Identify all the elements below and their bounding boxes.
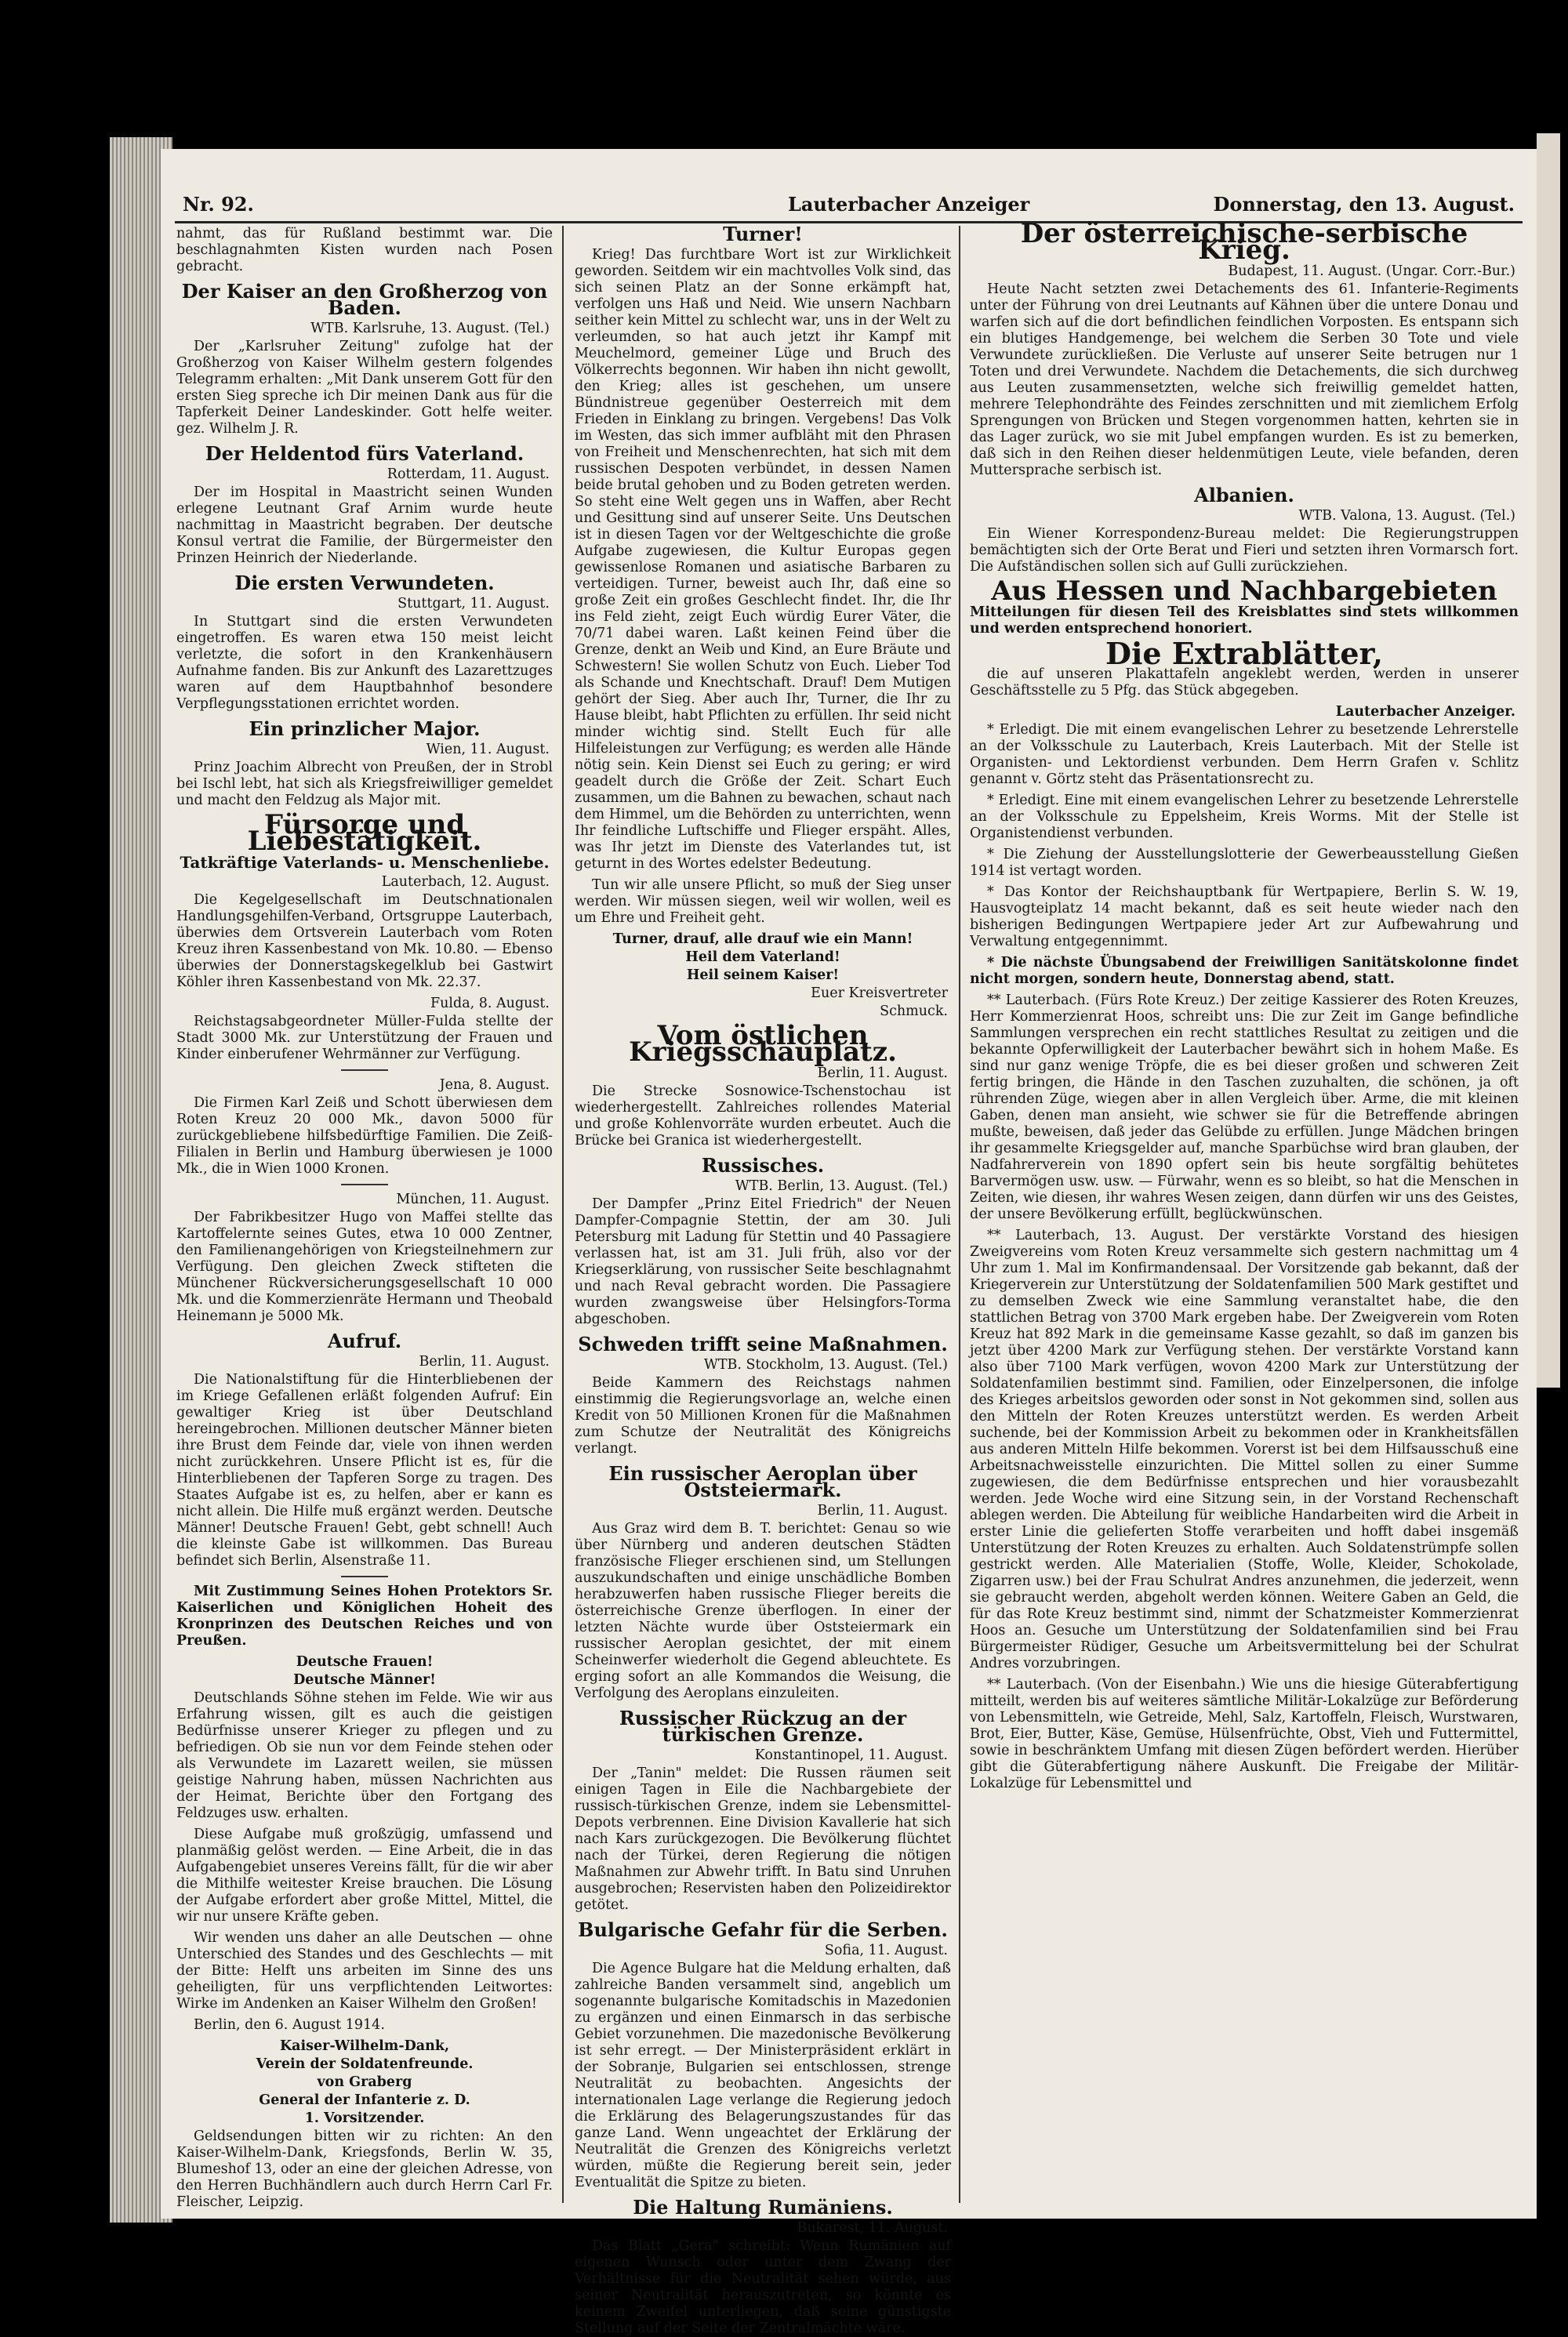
article-text: Der Dampfer „Prinz Eitel Friedrich" der Neuen Dampfer-Compagnie Stettin, der am 30. Juli Petersburg mit Ladung für Stettin und 40 Passagiere verlassen hat, ist am 31. Juli früh, also vor der Kriegserklärung, von russischer Seite beschlagnahmt und nach Reval gebracht worden. Die Passagiere wurden zwangsweise über Helsingfors-Torma abgeschoben. [575,1196,951,1327]
article-text: Diese Aufgabe muß großzügig, umfassend und planmäßig gelöst werden. — Eine Arbeit, die in das Aufgabengebiet unseres Vereins fällt, für die wir aber die Mithilfe weitester Kreise brauchen. Die Lösung der Aufgabe erfordert aber große Mittel, Mittel, die wir nur unsere Kräfte geben. [176,1827,553,1925]
article-title: Ein prinzlicher Major. [249,717,481,740]
signature-line: General der Infanterie z. D. [259,2092,470,2108]
dateline: Rotterdam, 11. August. [387,466,550,482]
signature-line: Euer Kreisvertreter [811,985,948,1001]
section-subtitle: Tatkräftige Vaterlands- u. Menschenliebe. [180,853,550,872]
article-text: Das Blatt „Gera" schreibt: Wenn Rumänien auf eigenen Wunsch oder unter dem Zwang der Verhältnisse für die Neutralität sehen würde, aus seiner Neutralität herauszutreten, so könnte es keinem Zweifel unterliegen, daß seine günstigste Stellung auf der Seite der Zentralmächte wäre. [575,2238,951,2336]
page-header [161,188,1537,221]
dateline: Wien, 11. August. [426,742,550,757]
article-text: Geldsendungen bitten wir zu richten: An den Kaiser-Wilhelm-Dank, Kriegsfonds, Berlin W. 35, Blumeshof 13, oder an eine der gleichen Adresse, von den Herren Buchhändlern auch durch Herrn Carl Fr. Fleischer, Leipzig. [176,2128,553,2210]
local-news-item: * Erledigt. Eine mit einem evangelischen Lehrer zu besetzende Lehrerstelle an der Volksschule zu Eppelsheim, Kreis Worms. Mit der Stelle ist Organistendienst verbunden. [970,793,1519,841]
article-text: Der Fabrikbesitzer Hugo von Maffei stellte das Kartoffelernte seines Gutes, etwa 10 000 Zentner, den Familienangehörigen von Kriegsteilnehmern zur Verfügung. Den gleichen Zweck stifteten die Münchener Rückversicherungsgesellschaft 10 000 Mk. und die Kommerzienräte Hermann und Theobald Heinemann je 5000 Mk. [176,1210,553,1324]
newspaper-page [161,149,1537,2336]
article-text: Wir wenden uns daher an alle Deutschen — ohne Unterschied des Standes und des Geschlechts — mit der Bitte: Helft uns arbeiten im Sinne des uns geheiligten, für uns verpflichtenden Leitwortes: Wirke im Andenken an Kaiser Wilhelm den Großen! [176,1930,553,2012]
dateline: Stuttgart, 11. August. [397,596,550,611]
slogan: Turner, drauf, alle drauf wie ein Mann! [612,931,913,947]
next-page-edge [1537,133,1560,1388]
column-divider-2 [959,226,960,2203]
article-text: Heute Nacht setzten zwei Detachements des 61. Infanterie-Regiments unter der Führung von drei Leutnants auf Kähnen über die untere Donau und warfen sich auf die dort befindlichen feindlichen Vorposten. Es entspann sich ein blutiges Handgemenge, bei welchem die Serben 30 Tote und viele Verwundete zurückließen. Die Verluste auf unserer Seite betrugen nur 1 Toten und drei Verwundete. Nachdem die Detachements, die sich durchweg aus Leuten zusammensetzten, welche sich freiwillig gemeldet hatten, mehrere Telephondrähte des Feindes zerschnitten und mit ziemlichem Erfolg Sprengungen von Brücken und Stegen vorgenommen hatten, kehrten sie in das Lager zurück, wo sie mit Jubel empfangen wurden. Es ist zu bemerken, daß sich in den Reihen dieser heldenmütigen Leute, viele befanden, deren Muttersprache serbisch ist. [970,281,1519,478]
article-text: Der „Tanin" meldet: Die Russen räumen seit einigen Tagen in Eile die Nachbargebiete der russisch-türkischen Grenze, indem sie Lebensmittel-Depots verbrennen. Eine Division Kavallerie hat sich nach Kars zurückgezogen. Die Bevölkerung flüchtet nach der Türkei, deren Regierung die nötigen Maßnahmen zur Abwehr trifft. In Batu sind Unruhen ausgebrochen; Reservisten haben den Polizeidirektor getötet. [575,1765,951,1913]
article-text: Die Firmen Karl Zeiß und Schott überwiesen dem Roten Kreuz 20 000 Mk., davon 5000 für zurückgebliebene hilfsbedürftige Familien. Die Zeiß-Filialen in Berlin und Hamburg überwiesen je 1000 Mk., die in Wien 1000 Kronen. [176,1095,553,1177]
article-text: Die Kegelgesellschaft im Deutschnationalen Handlungsgehilfen-Verband, Ortsgruppe Lauterbach, überwies dem Ortsverein Lauterbach vom Roten Kreuz ihren Kassenbestand von Mk. 10.80. — Ebenso überwies der Donnerstagskegelklub bei Gastwirt Köhler ihren Kassenbestand von Mk. 22.37. [176,892,553,990]
article-title: Russisches. [701,1154,825,1177]
section-note: Mitteilungen für diesen Teil des Kreisblattes sind stets willkommen und werden entsprechend honoriert. [970,604,1519,637]
signature-line: Verein der Soldatenfreunde. [256,2056,474,2072]
article-title: Der Kaiser an den Großherzog von Baden. [181,280,548,319]
article-text: Beide Kammern des Reichstags nahmen einstimmig die Regierungsvorlage an, welche einen Kredit von 50 Millionen Kronen für die Maßnahmen zum Schutze der Neutralität des Königreichs verlangt. [575,1375,951,1457]
signature-line: Lauterbacher Anzeiger. [1335,704,1515,720]
dateline: Jena, 8. August. [439,1077,550,1093]
local-news-item: ** Lauterbach. (Fürs Rote Kreuz.) Der zeitige Kassierer des Roten Kreuzes, Herr Kommerzienrat Hoos, schreibt uns: Die zur Zeit im Gange befindliche Sammlungen versprechen ein recht stattliches Resultat zu zeitigen und die bekannte Opferwilligkeit der Lauterbacher bewährt sich in hohem Maße. Es sind nur ganz wenige Tröpfe, die es bei dieser großen und schweren Zeit fertig bringen, die Hände in den Taschen zuzuhalten, die schönen, ja oft rührenden Züge, wiegen aber in allen Vergleich über. Arme, die mit kleinen Gaben, denen man ansieht, wie schwer sie für die Betreffende abringen mußte, beweisen, daß jeder das Gelübde zu erfüllen. Junge Mädchen bringen ihr gesammelte Kriegsgelder auf, manche Sparbüchse wird bran glauben, der Nadfahrerverein von 1890 opfert sein bis heute sorgfältig behütetes Barvermögen usw. usw. — Fürwahr, wenn es so bleibt, so hat die Menschen in Zeiten, wie diesen, ihr wahres Wesen zeigen, dann dürfen wir uns des Geistes, der unsere Bevölkerung erfüllt, beglückwünschen. [970,992,1519,1222]
signature-line: Schmuck. [880,1003,948,1019]
slogan: Heil seinem Kaiser! [686,967,840,983]
dateline: WTB. Valona, 13. August. (Tel.) [1298,508,1515,524]
article-text: In Stuttgart sind die ersten Verwundeten eingetroffen. Es waren etwa 150 meist leicht verletzte, die sofort in den Krankenhäusern Aufnahme fanden. Bis zur Ankunft des Lazarettzuges waren auf dem Hauptbahnhof besondere Verpflegungsstationen errichtet worden. [176,614,553,712]
column-1 [176,226,554,2210]
article-title: Russischer Rückzug an der türkischen Grenze. [619,1707,907,1746]
local-news-item: ** Lauterbach, 13. August. Der verstärkte Vorstand des hiesigen Zweigvereins vom Roten Kreuz versammelte sich gestern nachmittag um 4 Uhr zum 1. Mal im Konfirmandensaal. Der Vorsitzende gab bekannt, daß der Kriegerverein zur Unterstützung der Soldatenfamilien 500 Mark gestiftet und zu demselben Zweck wie eine Sammlung veranstaltet habe, die den stattlichen Betrag von 3700 Mark ergeben habe. Der Zweigverein vom Roten Kreuz hat 892 Mark in die gemeinsame Kasse gezahlt, so daß im ganzen bis jetzt über 4200 Mark zur Verfügung stehen. Der verstärkte Vorstand kann also über 7100 Mark verfügen, wovon 4200 Mark zur Unterstützung der Soldatenfamilien bestimmt sind. Familien, oder Einzelpersonen, die infolge des Krieges arbeitslos geworden oder sonst in Not gekommen sind, sollen aus den Mitteln der Roten Kreuzes unterstützt werden. Es werden Arbeit suchende, bei der Kommission Arbeit zu bekommen oder in Krankheitsfällen aus anderen Mitteln Hilfe bekommen. Vorerst ist bei dem Hilfsausschuß eine Arbeitsnachweisstelle einzurichten. Die Mittel sollen zu einer Summe zugewiesen, die dem Bedürfnisse entsprechen und hier vorausbezahlt werden. Jede Woche wird eine Sitzung sein, in der Vorstand Rechenschaft ablegen werden. Die Abteilung für weibliche Handarbeiten wird die Arbeit in erster Linie die gelieferten Stoffe verarbeiten und hofft dabei insgemäß Unterstützung der Roten Kreuzes zu erhalten. Auch Soldatenstrümpfe sollen gestrickt werden. Alle Materialien (Stoffe, Wolle, Kleider, Schokolade, Zigarren usw.) bei der Frau Schulrat Andres anzunehmen, die jederzeit, wenn sie gebraucht werden, abgeholt werden können. Weitere Gaben an Geld, die für das Rote Kreuz bestimmt sind, nimmt der Schatzmeister Kommerzienrat Hoos an. Gesuche um Unterstützung der Soldatenfamilien sind bei Frau Bürgermeister Rüdiger, Gesuche um Arbeitsvermittelung bei der Schulrat Andres vorzubringen. [970,1228,1519,1671]
dateline: Fulda, 8. August. [430,996,550,1011]
appeal-salutation: Deutsche Männer! [293,1672,436,1688]
article-text: Tun wir alle unsere Pflicht, so muß der Sieg unser werden. Wir müssen siegen, weil wir wollen, weil es um Ehre und Freiheit geht. [575,877,951,926]
signature-line: von Graberg [317,2074,412,2090]
appeal-salutation: Deutsche Frauen! [296,1654,434,1670]
dateline: Lauterbach, 12. August. [381,874,550,890]
section-title: Aus Hessen und Nachbargebieten [991,575,1497,607]
issue-date: Donnerstag, den 13. August. [1213,193,1515,216]
dateline: Berlin, 11. August. [817,1503,948,1519]
article-text: Krieg! Das furchtbare Wort ist zur Wirklichkeit geworden. Seitdem wir ein machtvolles Volk sind, das sich seinen Platz an der Sonne erkämpft hat, verfolgen uns Haß und Neid. Wie unsern Nachbarn seither kein Mittel zu schlecht war, uns in der Welt zu verleumden, so hat auch jetzt ihr Kampf mit Meuchelmord, gemeiner Lüge und Bruch des Völkerrechts begonnen. Wir haben ihn nicht gewollt, den Krieg; alles ist geschehen, um unsere Bündnistreue gegenüber Oesterreich mit dem Frieden in Einklang zu bringen. Vergebens! Das Volk im Westen, das sich immer aufbläht mit den Phrasen von Freiheit und Menschenrechten, hat sich mit dem russischen Despoten verbündet, in dessen Namen beide brutal gehoben und zu Boden getreten werden. So steht eine Welt gegen uns in Waffen, aber Recht und Gesittung sind auf unserer Seite. Uns Deutschen ist in diesen Tagen vor der Weltgeschichte die große Aufgabe zugewiesen, die Kultur Europas gegen gewissenlose Romanen und asiatische Barbaren zu verteidigen. Turner, beweist auch Ihr, daß eine so große Zeit ein großes Geschlecht findet. Ihr, die Ihr ins Feld zieht, zeigt Euch würdig Eurer Väter, die 70/71 dabei waren. Laßt keinen Feind über die Grenze, denkt an Weib und Kind, an Eure Bräute und Schwestern! Sie wollen Schutz von Euch. Lieber Tod als Schande und Knechtschaft. Drauf! Dem Mutigen gehört der Sieg. Aber auch Ihr, Turner, die Ihr zu Hause bleibt, habt Pflichten zu erfüllen. Ihr seid nicht minder wichtig sind. Stellt Euch für alle Hilfeleistungen zur Verfügung; es werden alle Hände nötig sein. Kein Dienst sei Euch zu gering; er wird geadelt durch die Größe der Zeit. Schart Euch zusammen, um die Bahnen zu bewachen, schaut nach dem Himmel, um die Behörden zu unterrichten, wenn Ihr feindliche Luftschiffe und Flieger erspäht. Alles, was Ihr jetzt im Dienste des Vaterlandes tut, ist geturnt in des Wortes edelster Bedeutung. [575,247,951,872]
local-news-item: * Die nächste Übungsabend der Freiwilligen Sanitätskolonne findet nicht morgen, sondern heute, Donnerstag abend, statt. [970,955,1519,987]
article-text: Die Strecke Sosnowice-Tschenstochau ist wiederhergestellt. Zahlreiches rollendes Material und große Kohlenvorräte wurden erbeutet. Auch die Brücke bei Granica ist wiederhergestellt. [575,1083,951,1149]
article-title: Die Haltung Rumäniens. [633,2196,893,2219]
article-text: Ein Wiener Korrespondenz-Bureau meldet: Die Regierungstruppen bemächtigten sich der Orte Berat und Fieri und setzten ihren Vormarsch fort. Die Aufständischen sollen sich auf Gulli zurückziehen. [970,526,1519,575]
dateline: Konstantinopel, 11. August. [754,1747,948,1763]
article-title: Albanien. [1194,484,1294,506]
intro-text: nahmt, das für Rußland bestimmt war. Die beschlagnahmten Kisten wurden nach Posen gebracht. [176,226,553,274]
dateline: Bukarest, 11. August. [797,2220,948,2236]
article-title: Bulgarische Gefahr für die Serben. [578,1918,948,1941]
article-text: Die Nationalstiftung für die Hinterbliebenen der im Kriege Gefallenen erläßt folgenden Aufruf: Ein gewaltiger Krieg ist über Deutschland hereingebrochen. Millionen deutscher Männer bieten ihre Brust dem Feinde dar, viele von ihnen werden nicht zurückkehren. Unsere Pflicht ist es, für die Hinterbliebenen der Tapferen Sorge zu tragen. Des Staates Aufgabe ist es, zu helfen, aber er kann es nicht allein. Die Hilfe muß ergänzt werden. Deutsche Männer! Deutsche Frauen! Gebt, gebt schnell! Auch die kleinste Gabe ist willkommen. Das Bureau befindet sich Berlin, Alsenstraße 11. [176,1372,553,1569]
article-text: Aus Graz wird dem B. T. berichtet: Genau so wie über Nürnberg und anderen deutschen Städten französische Flieger erschienen sind, um Stellungen auszukundschaften und einige unschädliche Bomben herabzuwerfen haben russische Flieger bereits die österreichische Grenze überflogen. In einer der letzten Nächte wurde über Oststeiermark ein russischer Aeroplan gesichtet, der mit einem Scheinwerfer wiederholt die Gegend ableuchtete. Es erging sofort an alle Kommandos die Weisung, die Verfolgung des Aeroplans einzuleiten. [575,1521,951,1701]
local-news-item: * Die Ziehung der Ausstellungslotterie der Gewerbeausstellung Gießen 1914 ist vertagt worden. [970,847,1519,879]
local-news-item: ** Lauterbach. (Von der Eisenbahn.) Wie uns die hiesige Güterabfertigung mitteilt, werden bis auf weiteres sämtliche Militär-Lokalzüge zur Beförderung von Lebensmitteln, wie Getreide, Mehl, Salz, Kartoffeln, Fleisch, Wurstwaren, Brot, Eier, Butter, Käse, Gemüse, Hülsenfrüchte, Obst, Vieh und Futtermittel, sowie in beschränktem Umfang mit diesen Zügen befördert werden. Hierüber gibt die Güterabfertigung nähere Auskunft. Die Freigabe der Militär-Lokalzüge für Lebensmittel und [970,1677,1519,1791]
article-text: Der „Karlsruher Zeitung" zufolge hat der Großherzog von Kaiser Wilhelm gestern folgendes Telegramm erhalten: „Mit Dank unserem Gott für den ersten Sieg spreche ich Dir meinen Dank aus für die Tapferkeit Deiner Landeskinder. Gott helfe weiter. gez. Wilhelm J. R. [176,339,554,437]
dateline: WTB. Berlin, 13. August. (Tel.) [735,1178,948,1194]
separator [341,1184,388,1185]
dateline: Berlin, 11. August. [817,1065,948,1081]
article-text: die auf unseren Plakattafeln angeklebt werden, werden in unserer Geschäftsstelle zu 5 Pfg. das Stück abgegeben. [970,666,1519,699]
column-3 [970,218,1519,2203]
separator [341,1576,388,1577]
signature-line: Kaiser-Wilhelm-Dank, [279,2038,450,2054]
column-2 [575,223,951,2336]
article-title: Aufruf. [327,1330,402,1352]
article-text: Die Agence Bulgare hat die Meldung erhalten, daß zahlreiche Banden versammelt sind, angeblich um sogenannte bulgarische Komitadschis in Mazedonien zu ergänzen und einen Einmarsch in das serbische Gebiet vorzunehmen. Die mazedonische Bevölkerung ist sehr erregt. — Der Ministerpräsident erklärt in der Sobranje, Bulgarien sei entschlossen, strenge Neutralität zu beobachten. Angesichts der internationalen Lage verlange die Regierung jedoch die Erklärung des Belagerungszustandes für das ganze Land. Wenn ungeachtet der Erklärung der Neutralität die Grenzen des Königreichs verletzt würden, müßte die Regierung bereit sein, jeder Eventualität die Spitze zu bieten. [575,1961,951,2190]
dateline: Sofia, 11. August. [824,1943,948,1958]
section-title: Die Extrablätter, [1105,636,1383,671]
article-title: Die ersten Verwundeten. [234,572,495,594]
local-news-item: * Das Kontor der Reichshauptbank für Wertpapiere, Berlin S. W. 19, Hausvogteiplatz 14 macht bekannt, daß es seit heute wieder nach den bisherigen Bedingungen Wertpapiere jeder Art zur Aufbewahrung und Verwaltung entgegennimmt. [970,884,1519,949]
article-title: Schweden trifft seine Maßnahmen. [578,1333,948,1355]
dateline: Berlin, 11. August. [419,1354,550,1370]
article-title: Ein russischer Aeroplan über Oststeiermark. [608,1462,917,1501]
appeal-heading: Mit Zustimmung Seines Hohen Protektors Sr. Kaiserlichen und Königlichen Hoheit des Kronprinzen des Deutschen Reiches und von Preußen. [176,1584,553,1649]
section-title: Der österreichische-serbische Krieg. [1020,218,1468,266]
article-text: Reichstagsabgeordneter Müller-Fulda stellte der Stadt 3000 Mk. zur Unterstützung der Frauen und Kinder einberufener Wehrmänner zur Verfügung. [176,1014,553,1062]
newspaper-name: Lauterbacher Anzeiger [788,193,1030,216]
dateline: München, 11. August. [396,1192,550,1207]
dateline: Budapest, 11. August. (Ungar. Corr.-Bur.) [1228,263,1515,279]
section-title: Fürsorge und Liebestätigkeit. [247,809,482,857]
slogan: Heil dem Vaterland! [685,949,840,965]
signature-line: 1. Vorsitzender. [304,2110,425,2126]
article-text: Berlin, den 6. August 1914. [194,2017,385,2033]
local-news-item: * Erledigt. Die mit einem evangelischen Lehrer zu besetzende Lehrerstelle an der Volksschule zu Lauterbach, Kreis Lauterbach. Mit der Stelle ist Organisten- und Lektordienst verbunden. Dem Herrn Grafen v. Schlitz genannt v. Görtz steht das Präsentationsrecht zu. [970,722,1519,787]
section-title: Vom östlichen Kriegsschauplatz. [629,1020,897,1068]
separator [341,1069,388,1071]
article-text: Der im Hospital in Maastricht seinen Wunden erlegene Leutnant Graf Arnim wurde heute nachmittag in Maastricht begraben. Der deutsche Konsul vertrat die Familie, der Bürgermeister den Prinzen Heinrich der Niederlande. [176,484,553,566]
dateline: WTB. Karlsruhe, 13. August. (Tel.) [310,321,550,336]
article-title: Der Heldentod fürs Vaterland. [205,442,524,465]
article-text: Deutschlands Söhne stehen im Felde. Wie wir aus Erfahrung wissen, gilt es auch die geistigen Bedürfnisse unserer Krieger zu pflegen und zu befriedigen. Ob sie nun vor dem Feinde stehen oder als Verwundete im Lazarett weilen, sie müssen geistige Nahrung haben, müssen Nachrichten aus der Heimat, Berichte über den Fortgang des Feldzuges usw. erhalten. [176,1690,553,1821]
page-number: Nr. 92. [183,193,254,216]
dateline: WTB. Stockholm, 13. August. (Tel.) [703,1357,948,1373]
article-title: Turner! [723,223,803,245]
column-divider-1 [562,226,564,2203]
article-text: Prinz Joachim Albrecht von Preußen, der in Strobl bei Ischl lebt, hat sich als Kriegsfreiwilliger gemeldet und macht den Feldzug als Major mit. [176,760,553,808]
